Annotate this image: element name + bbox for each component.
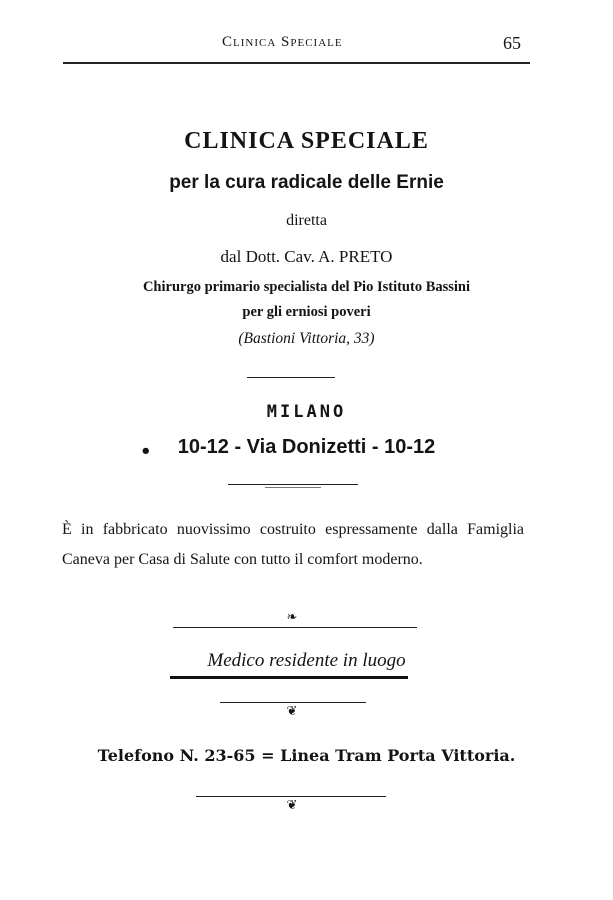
doctor-name: dal Dott. Cav. A. PRETO (220, 247, 393, 266)
directed-by-text: diretta (286, 212, 327, 229)
divider-rule (247, 377, 335, 378)
doctor-role-line-2: per gli erniosi poveri (242, 304, 371, 320)
divider-rule (220, 702, 366, 703)
city-name: MILANO (266, 402, 347, 422)
divider-rule (173, 627, 417, 628)
phone-line: Telefono N. 23-65 = Linea Tram Porta Vittoria. (97, 746, 516, 765)
divider-rule (228, 484, 358, 485)
ornament-icon: ❦ (286, 704, 298, 719)
address-text: (Bastioni Vittoria, 33) (238, 330, 375, 347)
underline-rule (170, 676, 408, 679)
resident-doctor-note: Medico residente in luogo (207, 650, 406, 671)
bullet-mark: • (140, 441, 152, 462)
street-address: 10-12 - Via Donizetti - 10-12 (177, 436, 436, 458)
ornament-icon: ❦ (286, 798, 298, 813)
divider-rule (196, 796, 386, 797)
running-title: Clinica Speciale (222, 34, 343, 50)
ornament-icon: ❧ (286, 610, 298, 625)
ad-subtitle: per la cura radicale delle Ernie (169, 172, 444, 193)
divider-rule (265, 487, 321, 488)
header-rule (63, 62, 530, 64)
doctor-role-line-1: Chirurgo primario specialista del Pio Istituto Bassini (142, 279, 471, 295)
ad-title: CLINICA SPECIALE (184, 128, 429, 154)
page-number: 65 (503, 33, 521, 53)
description-paragraph: È in fabbricato nuovissimo costruito espressamente dalla Famiglia Caneva per Casa di Salute con tutto il comfort moderno. (62, 521, 524, 568)
